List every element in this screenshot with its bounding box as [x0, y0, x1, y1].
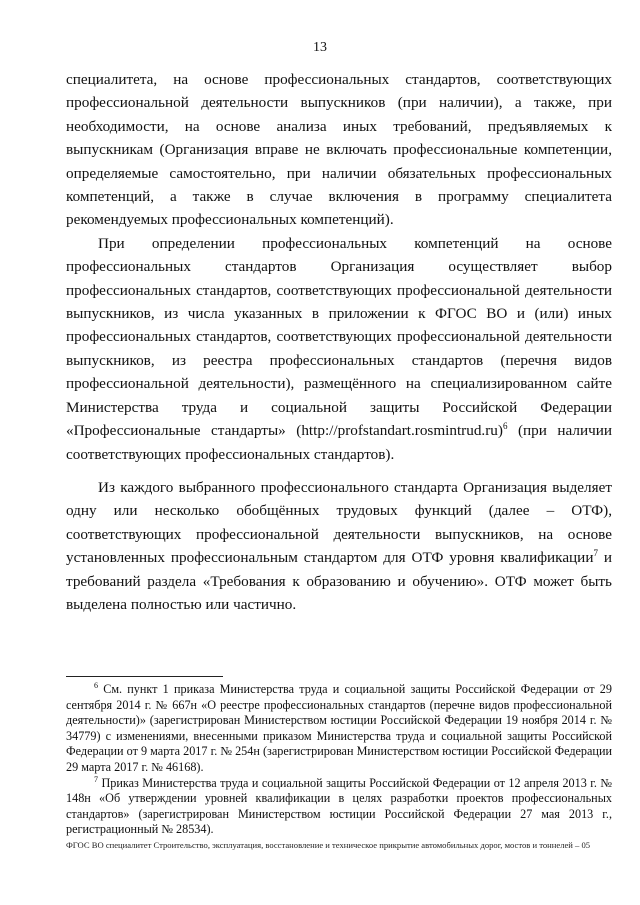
footnote-7-text: Приказ Министерства труда и социальной защиты Российской Федерации от 12 апреля 2013 г. № 148н «Об утверждении уровней квалификации в целях разработки проектов профессиональных стандартов» (зарегистрирован Министерством юстиции Российской Федерации 27 мая 2013 г., регистрационный № 28534).: [66, 775, 612, 837]
footnote-ref-6[interactable]: 6: [502, 421, 508, 432]
paragraph-2: [66, 232, 612, 466]
footnote-mark-6: 6: [94, 681, 98, 690]
main-text: [66, 68, 612, 616]
footnote-6: [66, 682, 612, 776]
footnote-7: [66, 776, 612, 838]
paragraph-1: специалитета, на основе профессиональных стандартов, соответствующих профессиональной деятельности выпускников (при наличии), а также, при необходимости, на основе анализа иных требований, предъявляемых к выпускникам (Организация вправе не включать профессиональные компетенции, определяемые самостоятельно, при наличии обязательных профессиональных компетенций, а также в случае включения в программу специалитета рекомендуемых профессиональных компетенций).: [66, 71, 612, 229]
paragraph-2-text: При определении профессиональных компетенций на основе профессиональных стандартов Организация осуществляет выбор профессиональных стандартов, соответствующих профессиональной деятельности выпускников, из числа указанных в приложении к ФГОС ВО и (или) иных профессиональных стандартов, соответствующих профессиональной деятельности выпускников, из реестра профессиональных стандартов (перечня видов профессиональной деятельности), размещённого на специализированном сайте Министерства труда и социальной защиты Российской Федерации «Профессиональные стандарты» (http://profstandart.rosmintrud.ru): [66, 234, 612, 440]
paragraph-3-tail: и требований раздела «Требования к образованию и обучению». ОТФ может быть выделена полностью или частично.: [66, 549, 612, 613]
footnote-divider: [66, 676, 223, 677]
page-footer: ФГОС ВО специалитет Строительство, эксплуатация, восстановление и техническое прикрытие автомобильных дорог, мостов и тоннелей – 05: [66, 840, 591, 850]
paragraph-3-text: Из каждого выбранного профессионального стандарта Организация выделяет одну или несколько обобщённых трудовых функций (далее – ОТФ), соответствующих профессиональной деятельности выпускников, на основе установленных профессиональным стандартом для ОТФ уровня квалификации: [66, 478, 612, 567]
paragraph-3: [66, 476, 612, 616]
paragraph-2-tail: (при наличии соответствующих профессиональных стандартов).: [66, 422, 613, 463]
page-number: 13: [313, 40, 327, 55]
footnotes: [66, 682, 612, 838]
footnote-6-text: См. пункт 1 приказа Министерства труда и социальной защиты Российской Федерации от 29 сентября 2014 г. № 667н «О реестре профессиональных стандартов (перечне видов профессиональной деятельности)» (зарегистрирован Министерством юстиции Российской Федерации 19 ноября 2014 г. № 34779) с изменениями, внесенными приказом Министерства труда и социальной защиты Российской Федерации от 9 марта 2017 г. № 254н (зарегистрирован Министерством юстиции Российской Федерации 29 марта 2017 г. № 46168).: [66, 682, 612, 774]
footnote-ref-7[interactable]: 7: [593, 548, 598, 559]
footnote-mark-7: 7: [94, 774, 98, 784]
